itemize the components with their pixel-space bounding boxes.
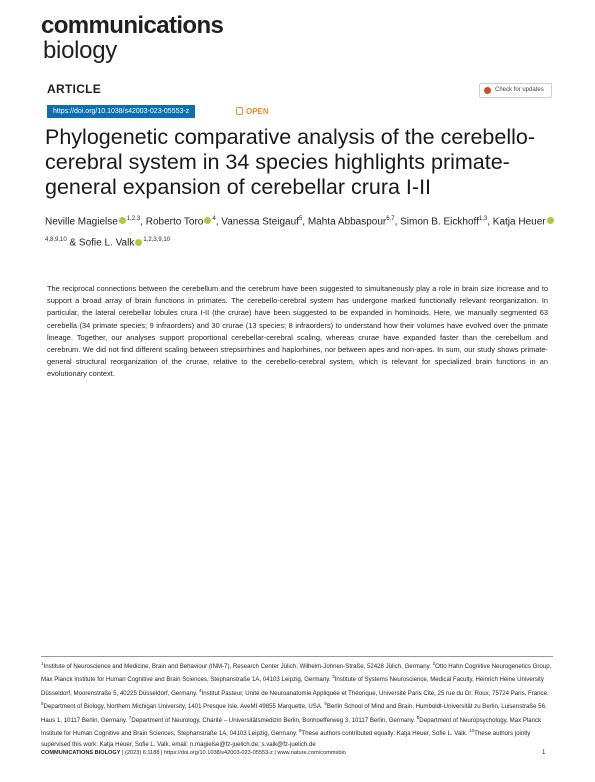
affiliation-number: 1	[41, 661, 44, 666]
author-name[interactable]: Simon B. Eickhoff	[400, 216, 479, 228]
affiliation-text: These authors contributed equally: Katja Heuer, Sofie L. Valk.	[301, 730, 470, 738]
crossmark-icon	[484, 87, 491, 94]
journal-name-sub: biology	[43, 37, 117, 64]
affiliation-number: 4	[199, 687, 202, 693]
page-footer	[41, 749, 553, 757]
footer-journal: COMMUNICATIONS BIOLOGY	[41, 750, 121, 756]
affiliation-number: 6	[324, 701, 327, 707]
article-type-label: ARTICLE	[47, 82, 102, 96]
journal-name: communications	[41, 12, 224, 39]
affiliation-text: Department of Neurology, Charité – Universitätsmedizin Berlin, Bonhoefferweg 3, 10117 Berlin, Germany.	[131, 716, 417, 724]
open-access-badge	[236, 105, 269, 118]
author-separator: ,	[487, 216, 493, 228]
affiliation-number: 10	[469, 728, 475, 734]
affiliation-number: 9	[299, 728, 302, 734]
affiliation-text: Berlin School of Mind and Brain, Humboldt-Universität zu Berlin, Luisenstraße 56, Haus 1, 10117 Berlin, Germany.	[41, 703, 547, 724]
affiliation-text: Institute of Systems Neuroscience, Medical Faculty, Heinrich Heine University Düsseldorf, Moorenstraße 5, 40225 Düsseldorf, Germany.	[41, 676, 544, 697]
doi-link[interactable]: https://doi.org/10.1038/s42003-023-05553-z	[47, 105, 195, 118]
footer-citation: | (2023) 6:1188 | https://doi.org/10.1038/s42003-023-05553-z | www.nature.com/commsbio	[122, 750, 346, 756]
author-name[interactable]: Vanessa Steigauf	[221, 216, 299, 228]
article-title: Phylogenetic comparative analysis of the cerebello-cerebral system in 34 species highlights primate-general expansion of cerebellar crura I-II	[45, 125, 535, 199]
page-number: 1	[542, 750, 546, 756]
author-name[interactable]: Sofie L. Valk	[78, 237, 135, 249]
author-affiliation-marker: 1,2,3	[126, 216, 141, 222]
affiliations	[41, 659, 553, 750]
affiliation-text: Department of Neuropsychology, Max Planck Institute for Human Cognitive and Brain Sciences, Stephanstraße 1A, 04103 Leipzig, Germany.	[41, 716, 542, 738]
affiliation-text: Otto Hahn Cognitive Neurogenetics Group, Max Planck Institute for Human Cognitive and Brain Sciences, Stephanstraße 1A, 04103 Leipzig, Germany.	[41, 663, 552, 684]
affiliation-number: 2	[432, 661, 436, 666]
affiliation-text: These authors jointly supervised this work: Katja Heuer, Sofie L. Valk.	[41, 730, 531, 748]
footnote-divider	[41, 656, 553, 657]
check-for-updates-button[interactable]	[479, 83, 552, 98]
author-name[interactable]: Roberto Toro	[145, 216, 204, 228]
check-for-updates-label: Check for updates	[495, 87, 544, 93]
correspondence-email[interactable]: email: n.magielse@fz-juelich.de; s.valk@fz-juelich.de	[171, 740, 316, 748]
author-separator: ,	[140, 216, 146, 228]
open-access-label: OPEN	[246, 107, 269, 116]
author-separator: ,	[394, 216, 401, 228]
orcid-icon[interactable]	[119, 217, 126, 224]
author-affiliation-marker: 5	[298, 216, 303, 222]
author-name[interactable]: Mahta Abbaspour	[307, 216, 387, 228]
author-separator: ,	[215, 216, 222, 228]
open-lock-icon	[236, 107, 243, 115]
author-name[interactable]: Neville Magielse	[45, 216, 118, 228]
author-separator: ,	[302, 216, 308, 228]
author-affiliation-marker: 1,3	[478, 216, 488, 222]
affiliation-text: Institute of Neuroscience and Medicine, Brain and Behaviour (INM-7), Research Center Jülich, Wilhelm-Johnen-Straße, 52428 Jülich, Germany.	[43, 663, 433, 671]
author-affiliation-marker: 4,8,9,10	[45, 237, 67, 244]
abstract: The reciprocal connections between the cerebellum and the cerebrum have been suggested to simultaneously play a role in brain size increase and to support a broad array of brain functions in primates. The cerebello-cerebral system has undergone marked functionally relevant reorganization. In particular, the lateral cerebellar lobules crura I-II (the crurae) have been suggested to be expanded in hominoids. Here, we manually segmented 63 cerebella (34 primate species; 9 infraorders) and 30 crurae (13 species; 8 infraorders) to understand how their volumes have evolved over the primate lineage. Together, our analyses support proportional cerebellar-cerebral scaling, whereas crurae have expanded faster than the cerebellum and cerebrum. We did not find different scaling between strepsirrhines and haplorhines, nor between apes and non-apes. In sum, our study shows primate-general structural reorganization of the crurae, relative to the cerebello-cerebral system, which is relevant for specialized brain functions in an evolutionary context.	[47, 284, 548, 379]
author-affiliation-marker: 4	[212, 216, 216, 222]
affiliation-number: 7	[128, 714, 132, 720]
affiliation-text: Institut Pasteur, Unité de Neuroanatomie Appliquée et Théorique, Université Paris Cité, 25 rue du Dr. Roux, 75724 Paris, France.	[201, 689, 549, 697]
orcid-icon[interactable]	[135, 239, 142, 246]
author-name[interactable]: Katja Heuer	[492, 216, 546, 228]
orcid-icon[interactable]	[204, 217, 211, 224]
author-list	[45, 210, 555, 253]
author-separator: &	[66, 237, 79, 249]
affiliation-number: 8	[416, 714, 420, 720]
affiliation-number: 5	[41, 701, 44, 707]
affiliation-number: 3	[332, 674, 335, 680]
author-affiliation-marker: 6,7	[386, 216, 395, 222]
affiliation-text: Department of Biology, Northern Michigan University, 1401 Presque Isle, AveMI 49855 Marquette, USA.	[43, 703, 325, 711]
orcid-icon[interactable]	[547, 217, 554, 224]
author-affiliation-marker: 1,2,3,9,10	[143, 237, 171, 244]
